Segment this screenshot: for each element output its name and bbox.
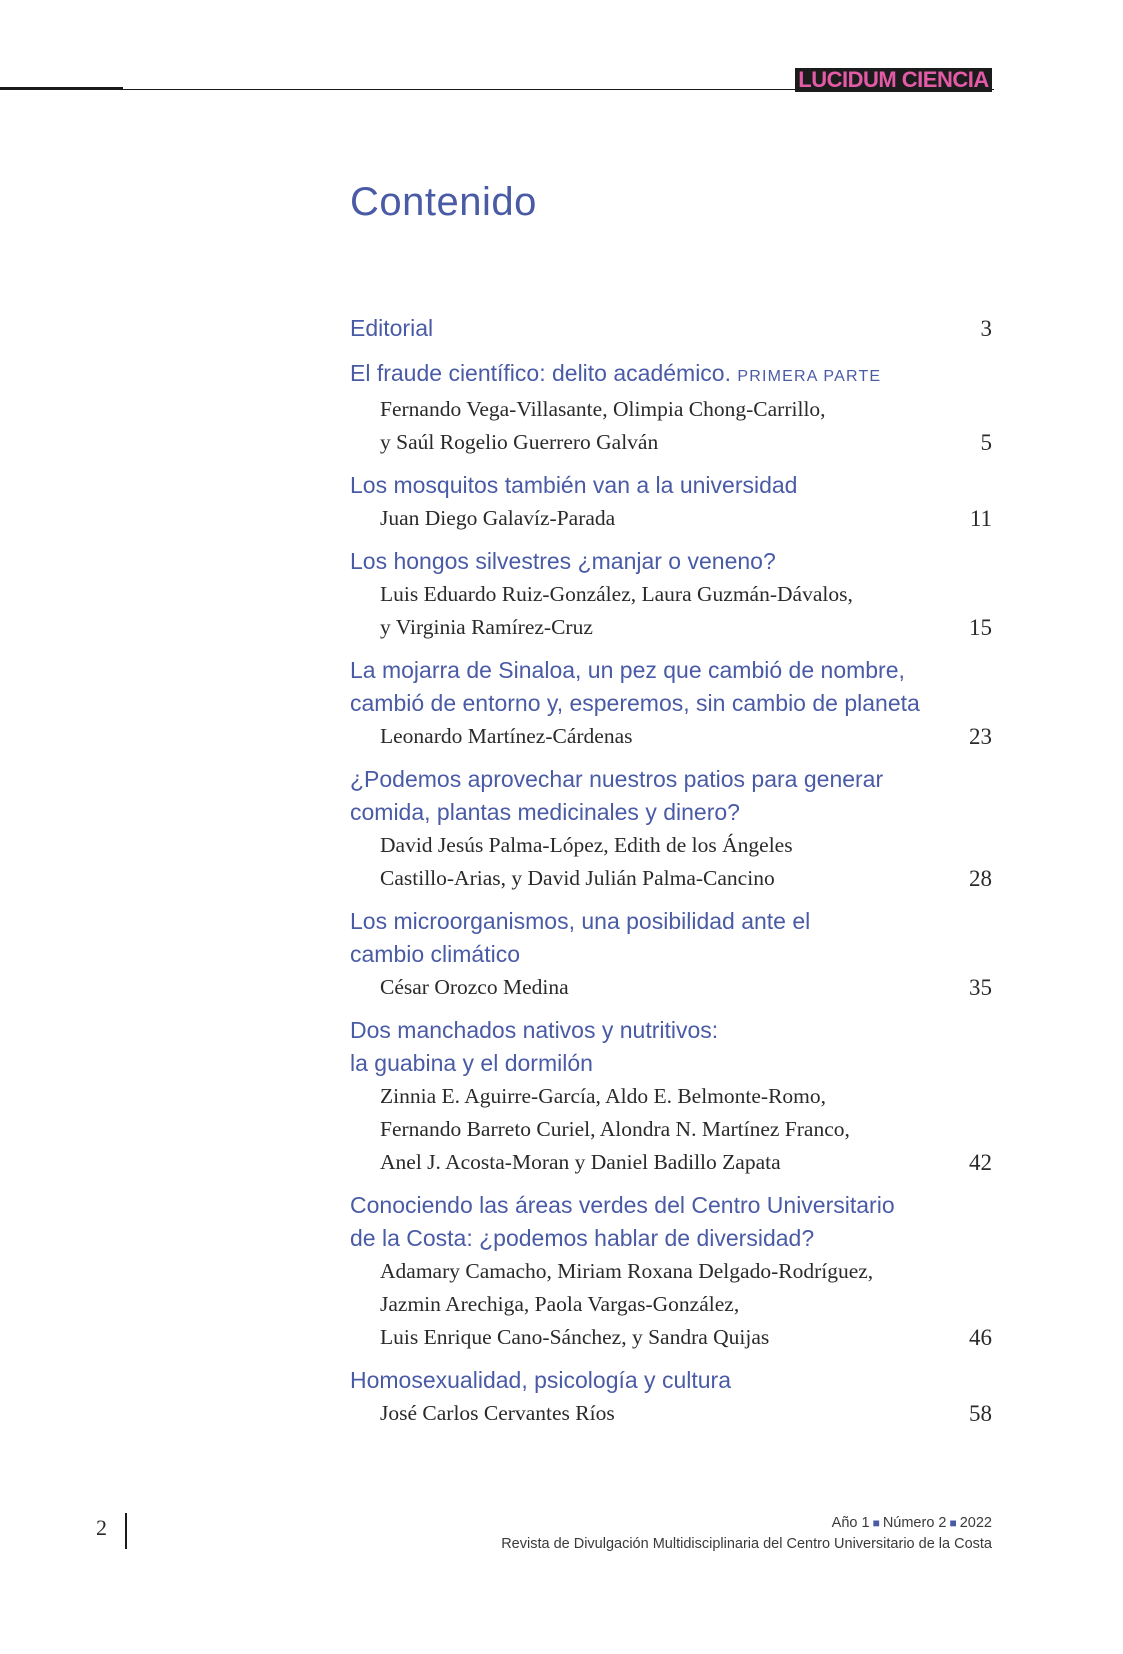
toc-entry[interactable] xyxy=(350,312,992,345)
toc-entry-authors: Fernando Vega-Villasante, Olimpia Chong-Carrillo, xyxy=(380,397,826,421)
toc-entry-title-line[interactable] xyxy=(350,357,881,393)
toc-entry-title[interactable]: cambió de entorno y, esperemos, sin cambio de planeta xyxy=(350,690,920,716)
toc-entry-title[interactable]: La mojarra de Sinaloa, un pez que cambió de nombre, xyxy=(350,657,905,683)
journal-name: Revista de Divulgación Multidisciplinaria del Centro Universitario de la Costa xyxy=(501,1536,992,1552)
toc-entry[interactable] xyxy=(350,1364,992,1430)
toc-entry[interactable] xyxy=(350,1189,992,1354)
toc-entry-title[interactable]: Los mosquitos también van a la universidad xyxy=(350,472,798,498)
toc-entry[interactable] xyxy=(350,469,992,535)
issue-info xyxy=(501,1513,992,1534)
toc-entry-authors: David Jesús Palma-López, Edith de los Ángeles xyxy=(380,833,793,857)
toc-entry-title[interactable]: Los microorganismos, una posibilidad ante el xyxy=(350,908,811,934)
toc-entry-page[interactable]: 11 xyxy=(969,506,992,531)
toc-entry-authors: Adamary Camacho, Miriam Roxana Delgado-Rodríguez, xyxy=(380,1259,874,1283)
toc-entry-page[interactable]: 3 xyxy=(980,316,992,341)
toc-entry-title[interactable]: comida, plantas medicinales y dinero? xyxy=(350,799,740,825)
toc-entry-authors: Jazmin Arechiga, Paola Vargas-González, xyxy=(380,1292,740,1316)
toc-entry-authors: Juan Diego Galavíz-Parada xyxy=(380,506,616,530)
toc-entry-authors: Castillo-Arias, y David Julián Palma-Cancino xyxy=(380,866,775,890)
page-title: Contenido xyxy=(350,180,537,224)
toc-entry-title[interactable]: ¿Podemos aprovechar nuestros patios para generar xyxy=(350,766,884,792)
toc-entry-page[interactable]: 46 xyxy=(969,1325,992,1350)
issue-number: Número 2 xyxy=(882,1515,947,1531)
toc-entry[interactable] xyxy=(350,357,992,459)
toc-entry[interactable] xyxy=(350,763,992,895)
toc-entry-page[interactable]: 15 xyxy=(969,615,992,640)
page-number-divider xyxy=(125,1513,127,1549)
toc-entry-page[interactable]: 23 xyxy=(969,724,992,749)
toc-entry-authors: y Saúl Rogelio Guerrero Galván xyxy=(380,430,659,454)
toc-entry-authors: y Virginia Ramírez-Cruz xyxy=(380,615,593,639)
toc-entry-title[interactable]: El fraude científico: delito académico. xyxy=(350,360,731,386)
toc-entry-title[interactable]: Los hongos silvestres ¿manjar o veneno? xyxy=(350,548,776,574)
toc-entry-page[interactable]: 42 xyxy=(969,1150,992,1175)
table-of-contents xyxy=(350,312,992,1440)
toc-entry-title[interactable]: Dos manchados nativos y nutritivos: xyxy=(350,1017,719,1043)
toc-entry[interactable] xyxy=(350,1014,992,1179)
toc-entry-title[interactable]: Editorial xyxy=(350,315,434,341)
toc-entry[interactable] xyxy=(350,654,992,753)
toc-entry-page[interactable]: 58 xyxy=(969,1401,992,1426)
toc-entry-authors: Luis Eduardo Ruiz-González, Laura Guzmán-Dávalos, xyxy=(380,582,853,606)
toc-entry-title[interactable]: Homosexualidad, psicología y cultura xyxy=(350,1367,731,1393)
toc-entry-authors: José Carlos Cervantes Ríos xyxy=(380,1401,615,1425)
toc-entry-title[interactable]: Conociendo las áreas verdes del Centro Universitario xyxy=(350,1192,895,1218)
square-bullet-icon: ■ xyxy=(949,1516,957,1530)
toc-entry-page[interactable]: 28 xyxy=(969,866,992,891)
toc-entry-page[interactable]: 5 xyxy=(980,430,992,455)
toc-entry-page[interactable]: 35 xyxy=(969,975,992,1000)
toc-entry[interactable] xyxy=(350,545,992,644)
toc-entry-authors: Luis Enrique Cano-Sánchez, y Sandra Quijas xyxy=(380,1325,770,1349)
toc-entry-title[interactable]: de la Costa: ¿podemos hablar de diversidad? xyxy=(350,1225,815,1251)
issue-date: 2022 xyxy=(959,1515,992,1531)
toc-entry-authors: César Orozco Medina xyxy=(380,975,569,999)
toc-entry-authors: Fernando Barreto Curiel, Alondra N. Martínez Franco, xyxy=(380,1117,850,1141)
toc-entry-subtitle: PRIMERA PARTE xyxy=(737,368,882,385)
page-number: 2 xyxy=(96,1515,107,1540)
toc-entry-authors: Anel J. Acosta-Moran y Daniel Badillo Zapata xyxy=(380,1150,781,1174)
toc-entry-title[interactable]: cambio climático xyxy=(350,941,520,967)
toc-entry-authors: Leonardo Martínez-Cárdenas xyxy=(380,724,633,748)
header-rule-thick xyxy=(0,87,123,90)
issue-year: Año 1 xyxy=(831,1515,870,1531)
journal-brand-logo: LUCIDUM CIENCIA xyxy=(795,68,992,92)
toc-entry-authors: Zinnia E. Aguirre-García, Aldo E. Belmonte-Romo, xyxy=(380,1084,827,1108)
toc-entry[interactable] xyxy=(350,905,992,1004)
square-bullet-icon: ■ xyxy=(872,1516,880,1530)
toc-entry-title[interactable]: la guabina y el dormilón xyxy=(350,1050,593,1076)
footer xyxy=(501,1513,992,1555)
